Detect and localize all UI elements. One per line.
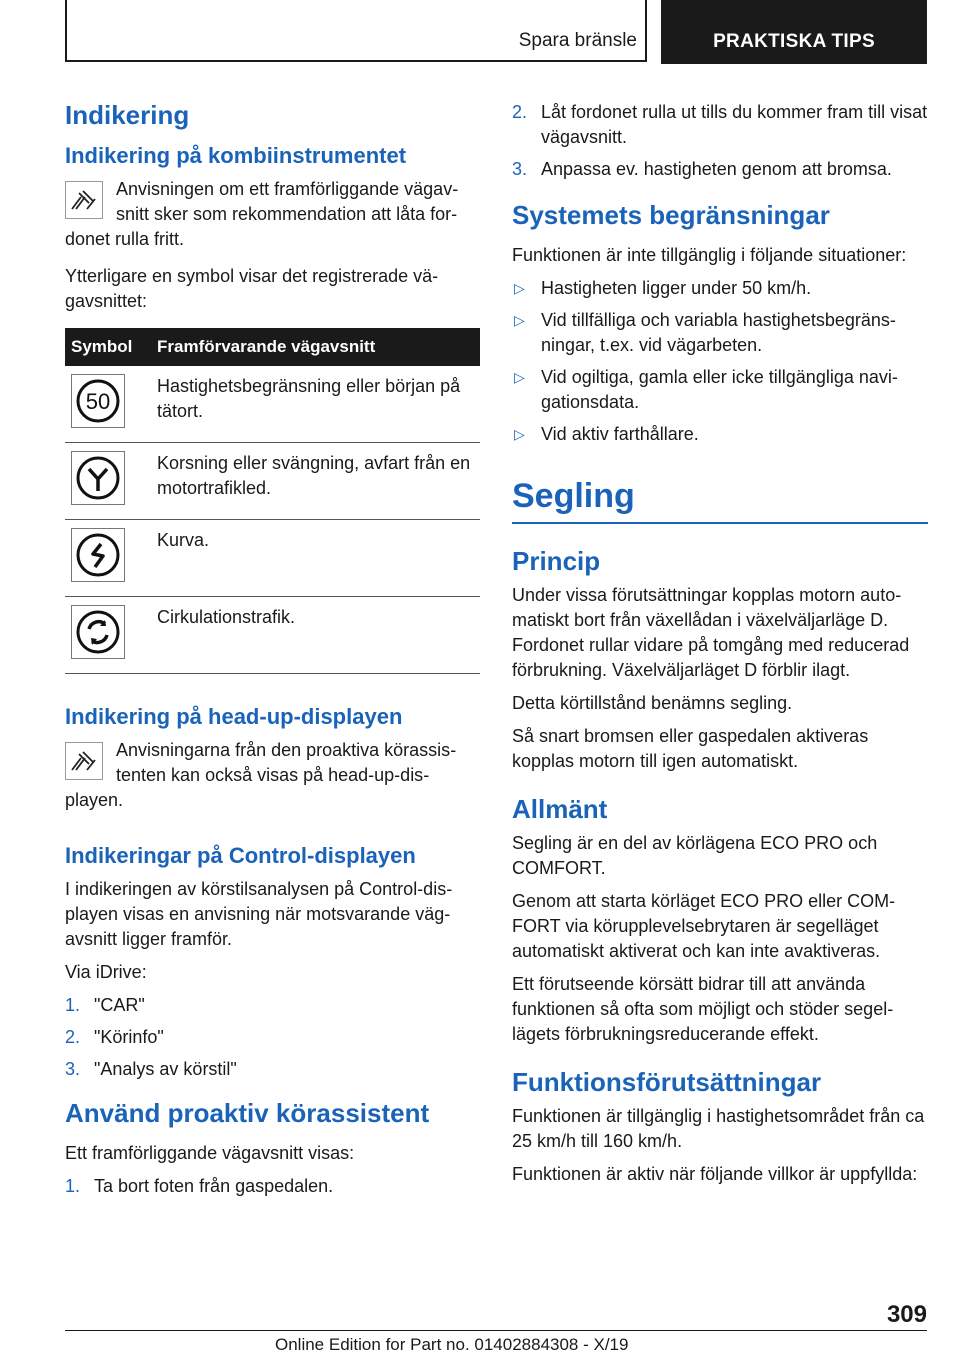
roundabout-icon: [71, 605, 125, 659]
table-cell-text: Cirkulationstrafik.: [151, 597, 480, 674]
triangle-bullet-icon: ▷: [514, 426, 525, 442]
heading-indikering: Indikering: [65, 100, 190, 130]
list-item: ▷ Vid tillfälliga och variabla hastighetsbegränsningar, t.ex. vid vägarbeten.: [514, 310, 896, 355]
allmant-paragraph-1: Segling är en del av körlägena ECO PRO och COMFORT.: [512, 833, 878, 878]
heading-kombiinstrument: Indikering på kombiinstrumentet: [65, 143, 407, 168]
table-row: [65, 597, 480, 674]
left-column: [65, 100, 480, 1207]
junction-icon: [71, 451, 125, 505]
page-header: [65, 0, 927, 64]
curve-icon: [71, 528, 125, 582]
list-item: ▷ Hastigheten ligger under 50 km/h.: [512, 276, 928, 301]
princip-paragraph-1: Under vissa förutsättningar kopplas motorn automatiskt bort från växellådan i växelväljarläge D. Fordonet rullar vidare på tomgång med reducerad förbrukning. Växelväljarläget D förblir ilagt.: [512, 585, 910, 680]
heading-princip: Princip: [512, 546, 601, 576]
anvand-steps: [65, 1174, 480, 1199]
heading-funktionsforutsattningar: Funktionsförutsättningar: [512, 1067, 822, 1097]
note-hud-text: Anvisningarna från den proaktiva körassistenten kan också visas på head-up-displayen.: [65, 740, 457, 810]
page-footer: [65, 1301, 927, 1354]
anvand-paragraph: Ett framförliggande vägavsnitt visas:: [65, 1143, 355, 1163]
note-kombi: [65, 177, 480, 252]
table-row: [65, 520, 480, 597]
triangle-bullet-icon: ▷: [514, 312, 525, 328]
kombi-paragraph: Ytterligare en symbol visar det registrerade vägavsnittet:: [65, 266, 439, 311]
control-steps: [65, 993, 480, 1082]
page-number: 309: [886, 1301, 927, 1328]
continued-steps: [512, 100, 928, 182]
funk-paragraph-1: Funktionen är tillgänglig i hastighetsområdet från ca 25 km/h till 160 km/h.: [512, 1106, 925, 1151]
limitations-list: [512, 276, 928, 447]
list-item: 2. "Körinfo": [65, 1027, 164, 1047]
table-row: [65, 366, 480, 443]
heading-control-display: Indikeringar på Control-displayen: [65, 843, 416, 868]
speed-limit-50-icon: [71, 374, 125, 428]
table-header-description: Framförvarande vägavsnitt: [151, 328, 480, 366]
allmant-paragraph-2: Genom att starta körläget ECO PRO eller COMFORT via körupplevelsebrytaren är segelläget automatiskt aktiverat och kan inte avaktiveras.: [512, 891, 896, 961]
heading-anvand: Använd proaktiv körassistent: [65, 1098, 430, 1128]
list-item: 1. "CAR": [65, 995, 145, 1015]
heading-allmant: Allmänt: [512, 794, 608, 824]
list-item: ▷ Vid aktiv farthållare.: [512, 422, 928, 447]
list-item: 3. "Analys av körstil": [65, 1059, 237, 1079]
header-section-title: Spara bränsle: [518, 30, 637, 51]
princip-paragraph-2: Detta körtillstånd benämns segling.: [512, 693, 793, 713]
princip-paragraph-3: Så snart bromsen eller gaspedalen aktiveras kopplas motorn till igen automatiskt.: [512, 726, 869, 771]
triangle-bullet-icon: ▷: [514, 369, 525, 385]
symbol-table: [65, 328, 480, 674]
heading-segling: Segling: [512, 477, 928, 524]
heading-hud: Indikering på head-up-displayen: [65, 704, 403, 729]
list-item: ▷ Vid ogiltiga, gamla eller icke tillgängliga navigationsdata.: [514, 367, 898, 412]
list-item: 3. Anpassa ev. hastigheten genom att bromsa.: [512, 159, 892, 179]
list-item: 1. Ta bort foten från gaspedalen.: [65, 1176, 334, 1196]
note-kombi-text: Anvisningen om ett framförliggande vägavsnitt sker som rekommendation att låta fordonet rulla fritt.: [65, 179, 459, 249]
list-item: 2. Låt fordonet rulla ut tills du kommer fram till visat vägavsnitt.: [512, 102, 928, 147]
table-cell-text: Hastighetsbegränsning eller början på tätort.: [151, 366, 480, 443]
table-cell-text: Kurva.: [151, 520, 480, 597]
control-paragraph-2: Via iDrive:: [65, 962, 147, 982]
table-header-symbol: Symbol: [65, 328, 151, 366]
triangle-bullet-icon: ▷: [514, 280, 525, 296]
heading-systemets-begransningar: Systemets begränsningar: [512, 200, 830, 230]
header-chapter-tab: PRAKTISKA TIPS: [661, 0, 927, 64]
table-row: [65, 443, 480, 520]
note-hud: [65, 738, 480, 813]
system-paragraph: Funktionen är inte tillgänglig i följande situationer:: [512, 245, 907, 265]
allmant-paragraph-3: Ett förutseende körsätt bidrar till att använda funktionen så ofta som möjligt och stöder segellägets förbrukningsreducerande effekt.: [512, 974, 894, 1044]
road-hint-icon: [65, 181, 103, 219]
table-cell-text: Korsning eller svängning, avfart från en motortrafikled.: [151, 443, 480, 520]
right-column: [512, 100, 928, 1195]
edition-text: Online Edition for Part no. 01402884308 - X/19: [275, 1335, 629, 1354]
control-paragraph-1: I indikeringen av körstilsanalysen på Control-displayen visas en anvisning när motsvarande vägavsnitt ligger framför.: [65, 879, 453, 949]
speed-limit-value: 50: [85, 389, 111, 414]
road-hint-icon: [65, 742, 103, 780]
funk-paragraph-2: Funktionen är aktiv när följande villkor är uppfyllda:: [512, 1164, 918, 1184]
